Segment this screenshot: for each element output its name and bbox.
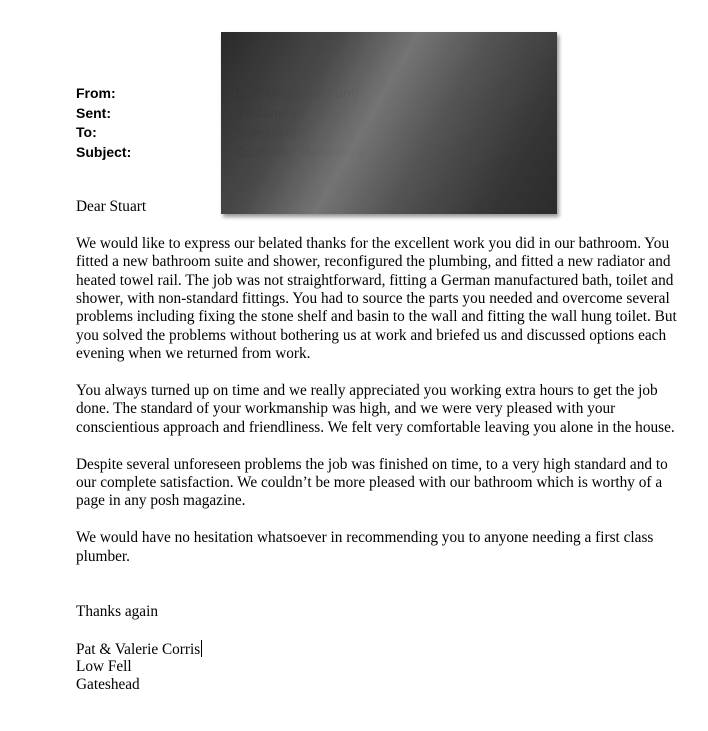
paragraph-recommendation: We would have no hesitation whatsoever in recommending you to anyone needing a first class plumber. — [76, 529, 654, 565]
subject-label: Subject: — [76, 143, 132, 160]
redaction-overlay — [221, 32, 557, 214]
signature-block — [76, 640, 688, 695]
sent-label: Sent: — [76, 104, 111, 121]
signature-name-line — [76, 640, 688, 658]
closing: Thanks again — [76, 602, 158, 620]
signature-locality: Low Fell — [76, 658, 132, 676]
paragraph-satisfaction: Despite several unforeseen problems the job was finished on time, to a very high standard and to our complete satisfaction. We couldn’t be more pleased with our bathroom which is worthy of a page in any posh magazine. — [76, 455, 668, 510]
salutation: Dear Stuart — [76, 198, 147, 215]
paragraph-punctuality: You always turned up on time and we really appreciated you working extra hours to get the job done. The standard of your workmanship was high, and we were very pleased with your conscientious approach and friendliness. We felt very comfortable leaving you alone in the house. — [76, 382, 675, 436]
to-label: To: — [76, 124, 97, 140]
signature-name: Pat & Valerie Corris — [76, 640, 201, 658]
signature-town: Gateshead — [76, 676, 140, 694]
paragraph-thanks: We would like to express our belated thanks for the excellent work you did in our bathroom. You fitted a new bathroom suite and shower, reconfigured the plumbing, and fitted a new radiator and heated towel rail. The job was not straightforward, fitting a German manufactured bath, toilet and shower, with non-standard fittings. You had to source the parts you needed and overcome several problems including fixing the stone shelf and basin to the wall and fitting the wall hung toilet. But you solved the problems without bothering us at work and briefed us and discussed options each evening when we returned from work. — [76, 234, 677, 363]
letter-body[interactable] — [76, 198, 688, 695]
text-cursor — [201, 640, 202, 657]
from-label: From: — [76, 85, 116, 101]
